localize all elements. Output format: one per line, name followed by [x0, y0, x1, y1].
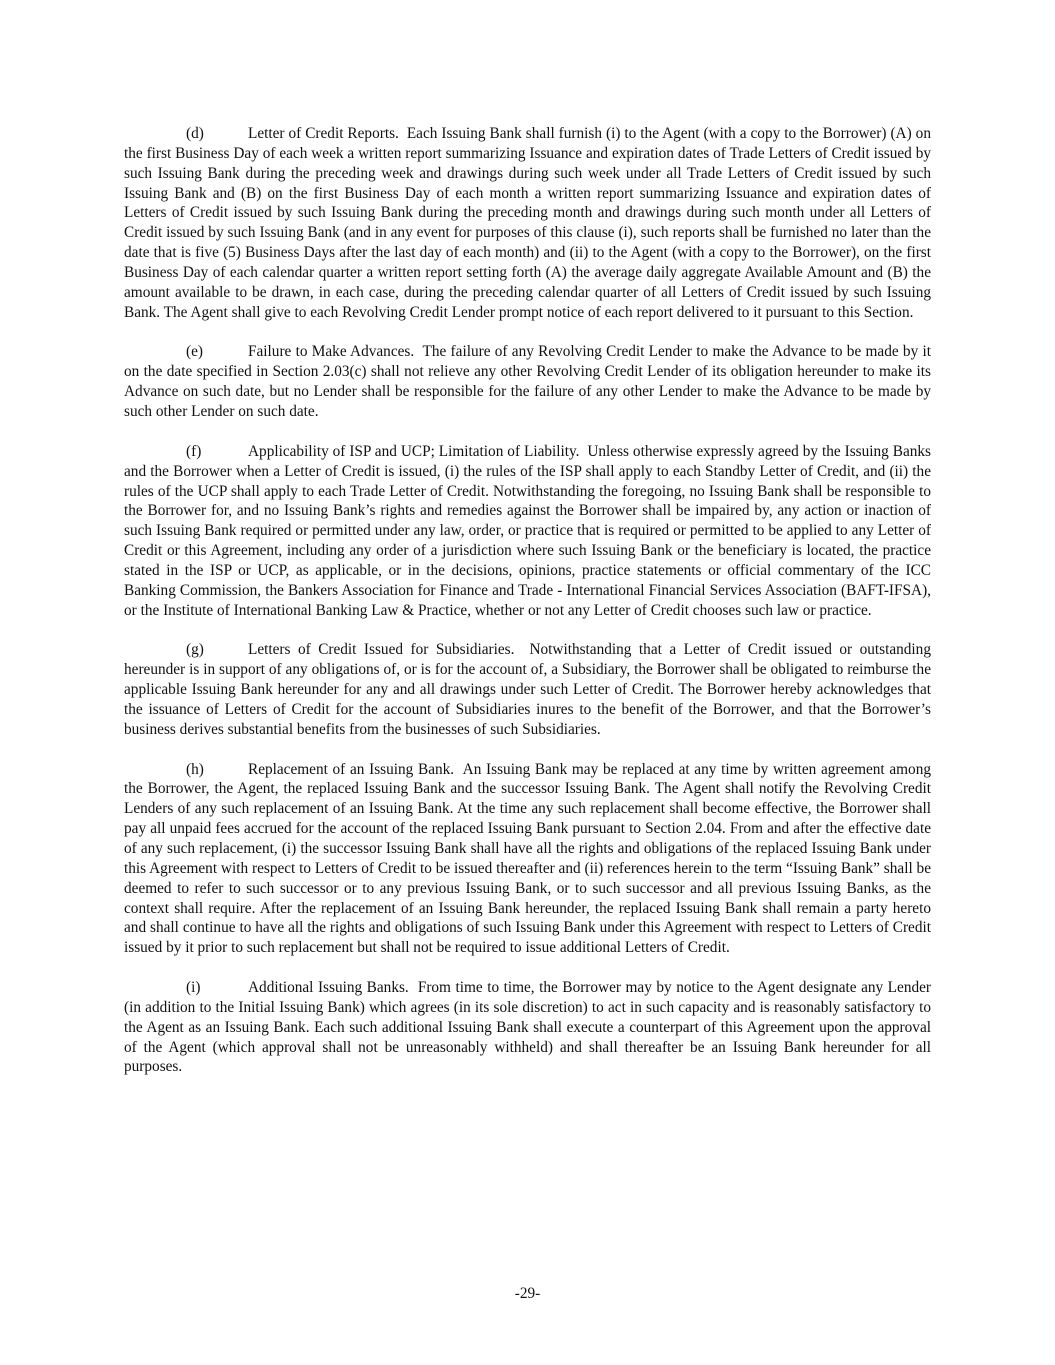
paragraph-number: (h)	[186, 760, 204, 778]
paragraph-title: Letter of Credit Reports.	[248, 125, 399, 142]
paragraph-body: The failure of any Revolving Credit Lender to make the Advance to be made by it on the date specified in Section 2.03(c) shall not relieve any other Revolving Credit Lender of its obligation hereunder to make its Advance on such date, but no Lender shall be responsible for the failure of any other Lender to make the Advance to be made by such other Lender on such date.	[124, 343, 932, 420]
paragraph-number: (e)	[186, 343, 203, 361]
paragraph-h	[124, 760, 931, 958]
paragraph-number: (i)	[186, 979, 201, 997]
paragraph-g	[124, 640, 931, 739]
paragraph-number: (d)	[186, 125, 204, 142]
paragraph-body: An Issuing Bank may be replaced at any time by written agreement among the Borrower, the Agent, the replaced Issuing Bank and the successor Issuing Bank. The Agent shall notify the Revolving Credit Lenders of any such replacement of an Issuing Bank. At the time any such replacement shall become effective, the Borrower shall pay all unpaid fees accrued for the account of the replaced Issuing Bank pursuant to Section 2.04. From and after the effective date of any such replacement, (i) the successor Issuing Bank shall have all the rights and obligations of the replaced Issuing Bank under this Agreement with respect to Letters of Credit to be issued thereafter and (ii) references herein to the term “Issuing Bank” shall be deemed to refer to such successor or to any previous Issuing Bank, or to such successor and all previous Issuing Banks, as the context shall require. After the replacement of an Issuing Bank hereunder, the replaced Issuing Bank shall remain a party hereto and shall continue to have all the rights and obligations of such Issuing Bank under this Agreement with respect to Letters of Credit issued by it prior to such replacement but shall not be required to issue additional Letters of Credit.	[124, 760, 931, 957]
paragraph-number: (f)	[186, 442, 202, 460]
paragraph-number: (g)	[186, 641, 204, 659]
paragraph-title: Additional Issuing Banks.	[248, 979, 409, 997]
page-number: -29-	[514, 1285, 541, 1302]
paragraph-title: Applicability of ISP and UCP; Limitation of Liability.	[248, 442, 580, 460]
paragraph-body: Notwithstanding that a Letter of Credit issued or outstanding hereunder is in support of any obligations of, or is for the account of, a Subsidiary, the Borrower shall be obligated to reimburse the applicable Issuing Bank hereunder for any and all drawings under such Letter of Credit. The Borrower hereby acknowledges that the issuance of Letters of Credit for the account of Subsidiaries inures to the benefit of the Borrower, and that the Borrower’s business derives substantial benefits from the businesses of such Subsidiaries.	[124, 641, 931, 738]
paragraph-body: From time to time, the Borrower may by notice to the Agent designate any Lender (in addition to the Initial Issuing Bank) which agrees (in its sole discretion) to act in such capacity and is reasonably satisfactory to the Agent as an Issuing Bank. Each such additional Issuing Bank shall execute a counterpart of this Agreement upon the approval of the Agent (which approval shall not be unreasonably withheld) and shall thereafter be an Issuing Bank hereunder for all purposes.	[124, 979, 932, 1076]
document-body	[124, 124, 931, 1097]
paragraph-e	[124, 342, 931, 421]
paragraph-d	[124, 124, 931, 322]
paragraph-title: Letters of Credit Issued for Subsidiaries.	[248, 641, 515, 659]
paragraph-i	[124, 978, 931, 1077]
paragraph-title: Replacement of an Issuing Bank.	[248, 760, 455, 778]
paragraph-body: Each Issuing Bank shall furnish (i) to the Agent (with a copy to the Borrower) (A) on the first Business Day of each week a written report summarizing Issuance and expiration dates of Trade Letters of Credit issued by such Issuing Bank during the preceding week and drawings during such week under all Trade Letters of Credit issued by such Issuing Bank and (B) on the first Business Day of each month a written report summarizing Issuance and expiration dates of Letters of Credit issued by such Issuing Bank during the preceding month and drawings during such month under all Letters of Credit issued by such Issuing Bank (and in any event for purposes of this clause (i), such reports shall be furnished no later than the date that is five (5) Business Days after the last day of each month) and (ii) to the Agent (with a copy to the Borrower), on the first Business Day of each calendar quarter a written report setting forth (A) the average daily aggregate Available Amount and (B) the amount available to be drawn, in each case, during the preceding calendar quarter of all Letters of Credit issued by such Issuing Bank. The Agent shall give to each Revolving Credit Lender prompt notice of each report delivered to it pursuant to this Section.	[124, 125, 931, 321]
paragraph-title: Failure to Make Advances.	[248, 343, 415, 361]
paragraph-body: Unless otherwise expressly agreed by the Issuing Banks and the Borrower when a Letter of Credit is issued, (i) the rules of the ISP shall apply to each Standby Letter of Credit, and (ii) the rules of the UCP shall apply to each Trade Letter of Credit. Notwithstanding the foregoing, no Issuing Bank shall be responsible to the Borrower for, and no Issuing Bank’s rights and remedies against the Borrower shall be impaired by, any action or inaction of such Issuing Bank required or permitted under any law, order, or practice that is required or permitted to be applied to any Letter of Credit or this Agreement, including any order of a jurisdiction where such Issuing Bank or the beneficiary is located, the practice stated in the ISP or UCP, as applicable, or in the decisions, opinions, practice statements or official commentary of the ICC Banking Commission, the Bankers Association for Finance and Trade - International Financial Services Association (BAFT-IFSA), or the Institute of International Banking Law & Practice, whether or not any Letter of Credit chooses such law or practice.	[124, 442, 931, 619]
paragraph-f	[124, 442, 931, 621]
